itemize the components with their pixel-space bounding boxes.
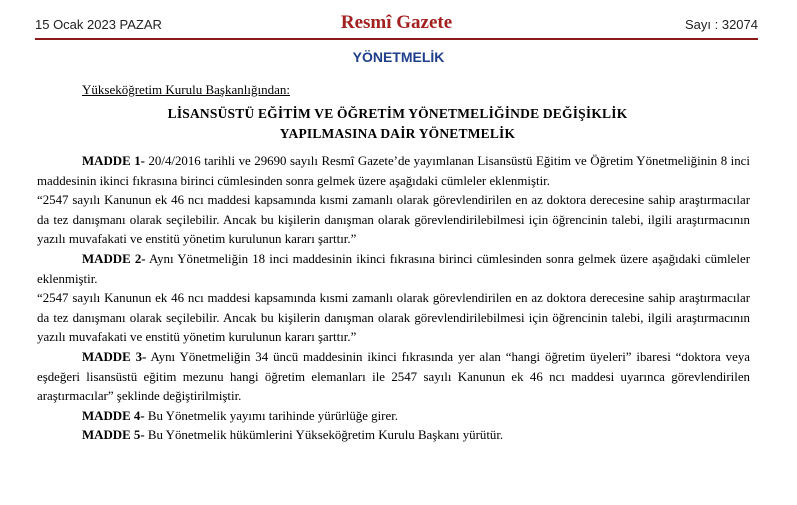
article-5 <box>37 426 750 446</box>
regulation-title-line-2: YAPILMASINA DAİR YÖNETMELİK <box>279 126 516 141</box>
article-2-quote: “2547 sayılı Kanunun ek 46 ncı maddesi kapsamında kısmi zamanlı olarak görevlendirilen en az doktora derecesine sahip araştırmacılar da tez danışmanı olarak seçilebilir. Ancak bu kişilerin danışman olarak görevlendirilebilmesi için öğrencinin talebi, ilgili araştırmacının yazılı muvafakati ve enstitü yönetim kurulunun kararı şarttır.” <box>37 291 750 345</box>
issuer-line: Yükseköğretim Kurulu Başkanlığından: <box>82 82 290 97</box>
article-text: Aynı Yönetmeliğin 34 üncü maddesinin ikinci fıkrasında yer alan “hangi öğretim üyeleri” ibaresi “doktora veya eşdeğeri lisansüstü eğitim mezunu hangi öğretim elemanları ile 2547 sayılı Kanunun ek 46 ncı maddesi uyarınca görevlendirilen araştırmacılar” şeklinde değiştirilmiştir. <box>37 349 750 404</box>
article-3 <box>37 348 750 407</box>
article-text: Bu Yönetmelik hükümlerini Yükseköğretim Kurulu Başkanı yürütür. <box>144 428 504 443</box>
article-label: MADDE 2- <box>82 251 146 266</box>
article-text: Aynı Yönetmeliğin 18 inci maddesinin ikinci fıkrasına birinci cümlesinden sonra gelmek üzere aşağıdaki cümleler eklenmiştir. <box>37 251 751 286</box>
article-1-quote: “2547 sayılı Kanunun ek 46 ncı maddesi kapsamında kısmi zamanlı olarak görevlendirilen en az doktora derecesine sahip araştırmacılar da tez danışmanı olarak seçilebilir. Ancak bu kişilerin danışman olarak görevlendirilebilmesi için öğrencinin talebi, ilgili araştırmacının yazılı muvafakati ve enstitü yönetim kurulunun kararı şarttır.” <box>37 193 750 247</box>
article-label: MADDE 3- <box>82 349 147 364</box>
regulation-body <box>37 152 750 446</box>
publication-date: 15 Ocak 2023 PAZAR <box>35 17 162 32</box>
article-text: Bu Yönetmelik yayımı tarihinde yürürlüğe girer. <box>144 408 398 423</box>
article-4 <box>37 407 750 427</box>
gazette-name: Resmî Gazete <box>340 12 453 33</box>
article-2 <box>37 250 750 289</box>
gazette-header <box>35 12 758 40</box>
article-label: MADDE 5- <box>82 428 145 443</box>
article-text: 20/4/2016 tarihli ve 29690 sayılı Resmî Gazete’de yayımlanan Lisansüstü Eğitim ve Öğretim Yönetmeliğinin 8 inci maddesinin ikinci fıkrasına birinci cümlesinden sonra gelmek üzere aşağıdaki cümleler eklenmiştir. <box>37 154 750 188</box>
article-label: MADDE 4- <box>82 408 145 423</box>
article-label: MADDE 1- <box>82 154 145 168</box>
regulation-title-line-1: LİSANSÜSTÜ EĞİTİM VE ÖĞRETİM YÖNETMELİĞİNDE DEĞİŞİKLİK <box>167 106 628 121</box>
article-1 <box>37 152 750 191</box>
issue-number: Sayı : 32074 <box>685 17 758 32</box>
section-heading: YÖNETMELİK <box>352 49 445 65</box>
